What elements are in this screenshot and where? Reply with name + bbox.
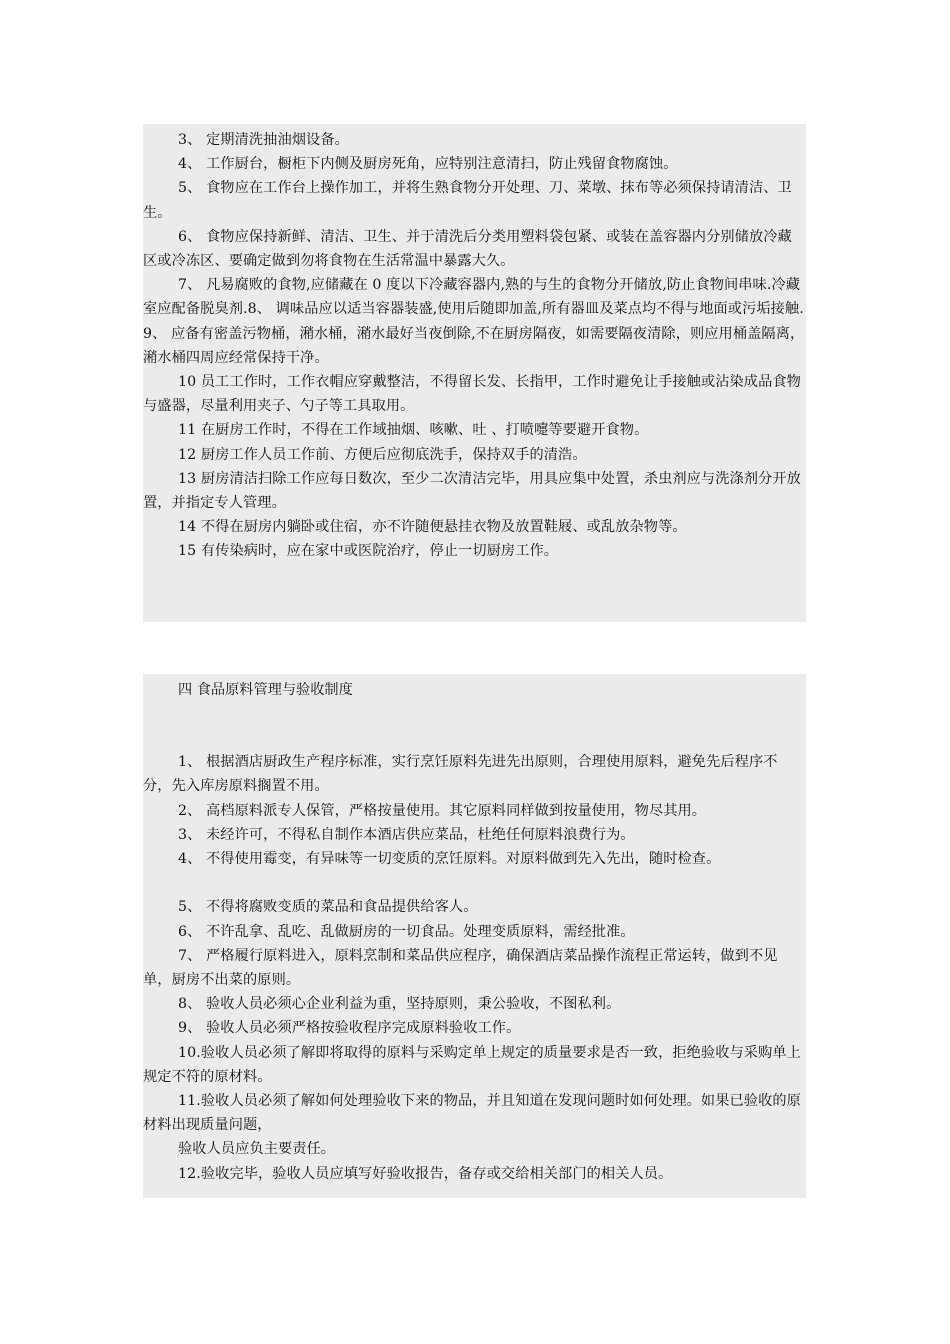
list-item: 12 厨房工作人员工作前、方便后应彻底洗手，保持双手的清浩。 [178,446,587,463]
list-item: 14 不得在厨房内躺卧或住宿，亦不许随便悬挂衣物及放置鞋屐、或乱放杂物等。 [178,519,687,536]
list-item: 验收人员应负主要责任。 [178,1141,336,1158]
list-item: 1、 根据酒店厨政生产程序标准，实行烹饪原料先进先出原则，合理使用原料，避免先后程序不分，先入库房原料搁置不用。 [143,754,778,795]
raw-material-section [143,674,806,1198]
list-item: 8、 验收人员必须心企业利益为重，坚持原则，秉公验收，不图私利。 [178,996,621,1013]
spacer [143,871,806,895]
list-item: 10 员工工作时，工作衣帽应穿戴整洁，不得留长发、长指甲，工作时避免让手接触或沾染成品食物与盛器，尽量利用夹子、勺子等工具取用。 [143,374,801,415]
list-item: 12.验收完毕，验收人员应填写好验收报告，备存或交给相关部门的相关人员。 [178,1165,673,1182]
list-item: 3、 未经许可，不得私自制作本酒店供应菜品，杜绝任何原料浪费行为。 [178,826,635,843]
list-item: 4、 不得使用霉变，有异味等一切变质的烹饪原料。对原料做到先入先出，随时检查。 [178,851,721,868]
list-item: 6、 不许乱拿、乱吃、乱做厨房的一切食品。处理变质原料，需经批准。 [178,923,635,940]
list-item: 5、 不得将腐败变质的菜品和食品提供给客人。 [178,899,478,916]
spacer [143,702,806,750]
list-item: 9、 验收人员必须严格按验收程序完成原料验收工作。 [178,1020,521,1037]
list-item: 3、 定期清洗抽油烟设备。 [178,132,349,148]
list-item: 2、 高档原料派专人保管，严格按量使用。其它原料同样做到按量使用，物尽其用。 [178,802,707,819]
list-item: 4、 工作厨台，橱柜下内侧及厨房死角，应特别注意清扫，防止残留食物腐蚀。 [178,156,678,173]
list-item: 6、 食物应保持新鲜、清洁、卫生、并于清洗后分类用塑料袋包紧、或装在盖容器内分别储放冷藏区或冷冻区、要确定做到勿将食物在生活常温中暴露大久。 [143,228,792,270]
list-item: 7、 严格履行原料进入，原料烹制和菜品供应程序，确保酒店菜品操作流程正常运转，做到不见单，厨房不出菜的原则。 [143,947,778,989]
section-title: 四 食品原料管理与验收制度 [178,682,353,698]
list-item: 10.验收人员必须了解即将取得的原料与采购定单上规定的质量要求是否一致，拒绝验收与采购单上规定不符的原材料。 [143,1044,801,1085]
list-item: 11 在厨房工作时，不得在工作域抽烟、咳嗽、吐 、打喷嚏等要避开食物。 [178,422,649,439]
list-item: 11.验收人员必须了解如何处理验收下来的物品，并且知道在发现问题时如何处理。如果已验收的原材料出现质量问题， [143,1093,801,1134]
list-item: 5、 食物应在工作台上操作加工，并将生熟食物分开处理、刀、菜墩、抹布等必须保持请清洁、卫生。 [143,180,792,221]
list-item: 13 厨房清洁扫除工作应每日数次，至少二次清洁完毕，用具应集中处置，杀虫剂应与洗涤剂分开放置，并指定专人管理。 [143,470,801,512]
list-item: 7、 凡易腐败的食物,应储藏在 0 度以下冷藏容器内,熟的与生的食物分开储放,防止食物间串味.冷藏室应配备脱臭剂.8、 调味品应以适当容器装盛,使用后随即加盖,所有器皿及菜点均不得与地面或污垢接触.9、 应备有密盖污物桶，潲水桶，潲水最好当夜倒除,不在厨房隔夜，如需要隔夜清除，则应用桶盖隔离，潲水桶四周应经常保持干净。 [143,277,805,366]
kitchen-hygiene-section [143,124,806,622]
list-item: 15 有传染病时，应在家中或医院治疗，停止一切厨房工作。 [178,543,559,560]
